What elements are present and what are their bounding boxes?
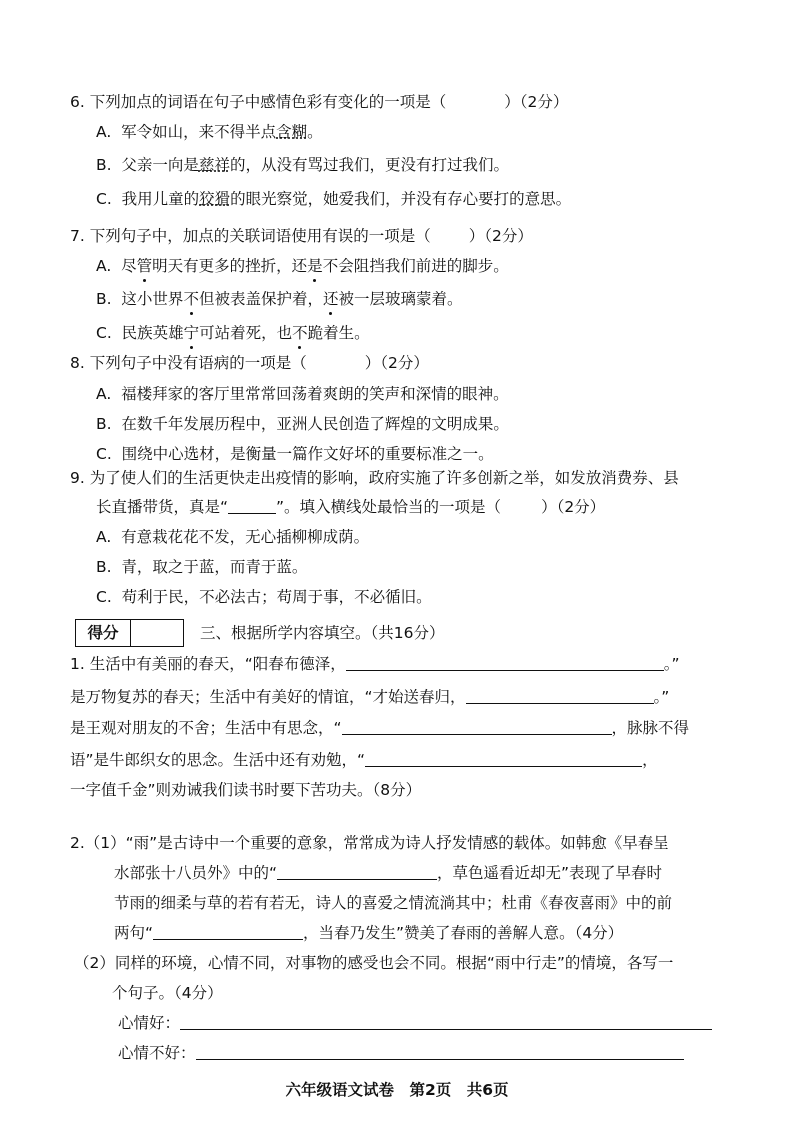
q7-dotted-char: 管: [136, 257, 153, 275]
q7-dotted-char: 还: [322, 290, 339, 308]
q6-option-c: C. 我用儿童的狡猾的眼光察觉，她爱我们，并没有存心要打的意思。: [96, 190, 572, 208]
mood-good-row: 心情好：: [118, 1012, 712, 1034]
q7-dotted-char: 不: [183, 290, 199, 308]
fill2-line4: 两句“ ，当春乃发生”赞美了春雨的善解人意。（4分）: [114, 924, 624, 942]
q7-option-a: A. 尽管明天有更多的挫折，还是不会阻挡我们前进的脚步。: [96, 257, 509, 275]
fill2-line2: 水部张十八员外》中的“ ，草色遥看近却无”表现了早春时: [114, 864, 663, 882]
fill1-line3: 是王观对朋友的不舍；生活中有思念，“ ，脉脉不得: [70, 719, 690, 737]
q8-option-c: C. 围绕中心选材，是衡量一篇作文好坏的重要标准之一。: [96, 445, 494, 463]
score-label: 得分: [76, 620, 131, 646]
q9-stem-line1: 9. 为了使人们的生活更快走出疫情的影响，政府实施了许多创新之举，如发放消费券、县: [70, 469, 679, 487]
fill1-line5: 一字值千金”则劝诫我们读书时要下苦功夫。（8分）: [70, 781, 422, 799]
mood-bad-row: 心情不好：: [118, 1042, 684, 1064]
q6-option-a: A. 军令如山，来不得半点含糊。: [96, 123, 323, 141]
q7-stem: 7. 下列句子中，加点的关联词语使用有误的一项是（ ）（2分）: [70, 227, 533, 245]
q6-stem: 6. 下列加点的词语在句子中感情色彩有变化的一项是（ ）（2分）: [70, 93, 569, 111]
q6-option-b: B. 父亲一向是慈祥的，从没有骂过我们，更没有打过我们。: [96, 156, 509, 174]
fill1-blank-3[interactable]: [342, 720, 612, 735]
fill2-part2-line2: 个句子。（4分）: [112, 984, 223, 1002]
mood-bad-blank[interactable]: [196, 1045, 684, 1060]
fill1-line2: 是万物复苏的春天；生活中有美好的情谊，“才始送春归， 。”: [70, 688, 670, 706]
q6-dotted-word: 慈祥: [198, 156, 230, 174]
mood-good-blank[interactable]: [180, 1015, 712, 1030]
fill2-line3: 节雨的细柔与草的若有若无，诗人的喜爱之情流淌其中；杜甫《春夜喜雨》中的前: [114, 894, 673, 912]
fill2-blank-1[interactable]: [277, 865, 437, 880]
fill1-blank-4[interactable]: [365, 752, 642, 767]
q9-option-a: A. 有意栽花花不发，无心插柳柳成荫。: [96, 528, 370, 546]
score-box: [75, 619, 184, 647]
fill2-blank-2[interactable]: [153, 925, 303, 940]
fill1-line1: 1. 生活中有美丽的春天，“阳春布德泽， 。”: [70, 655, 680, 673]
q8-option-b: B. 在数千年发展历程中，亚洲人民创造了辉煌的文明成果。: [96, 415, 509, 433]
section-title: 三、根据所学内容填空。（共16分）: [200, 624, 445, 642]
q9-blank[interactable]: [228, 499, 276, 514]
q9-stem-line2: 长直播带货，真是“ ”。填入横线处最恰当的一项是（ ）（2分）: [96, 498, 606, 516]
q7-dotted-char: 是: [307, 257, 323, 275]
page-footer: 六年级语文试卷 第2页 共6页: [285, 1081, 509, 1099]
q9-option-b: B. 青，取之于蓝，而青于蓝。: [96, 558, 308, 576]
fill1-blank-2[interactable]: [466, 689, 654, 704]
q7-option-c: C. 民族英雄宁可站着死，也不跪着生。: [96, 324, 370, 342]
q7-option-b: B. 这小世界不但被表盖保护着，还被一层玻璃蒙着。: [96, 290, 463, 308]
fill1-line4: 语”是牛郎织女的思念。生活中还有劝勉，“ ，: [70, 751, 658, 769]
q7-dotted-char: 宁: [183, 324, 200, 342]
q8-stem: 8. 下列句子中没有语病的一项是（ ）（2分）: [70, 354, 429, 372]
q8-option-a: A. 福楼拜家的客厅里常常回荡着爽朗的笑声和深情的眼神。: [96, 385, 509, 403]
score-cell[interactable]: [131, 620, 183, 646]
q6-dotted-word: 狡猾: [199, 190, 231, 208]
fill2-line1: 2.（1）“雨”是古诗中一个重要的意象，常常成为诗人抒发情感的载体。如韩愈《早春呈: [70, 834, 669, 852]
q6-dotted-word: 含糊: [276, 123, 308, 141]
fill2-part2-line1: （2）同样的环境，心情不同，对事物的感受也会不同。根据“雨中行走”的情境，各写一: [74, 954, 674, 972]
q7-dotted-char: 不: [292, 324, 308, 342]
fill1-blank-1[interactable]: [346, 656, 664, 671]
q9-option-c: C. 苟利于民，不必法古；苟周于事，不必循旧。: [96, 588, 432, 606]
